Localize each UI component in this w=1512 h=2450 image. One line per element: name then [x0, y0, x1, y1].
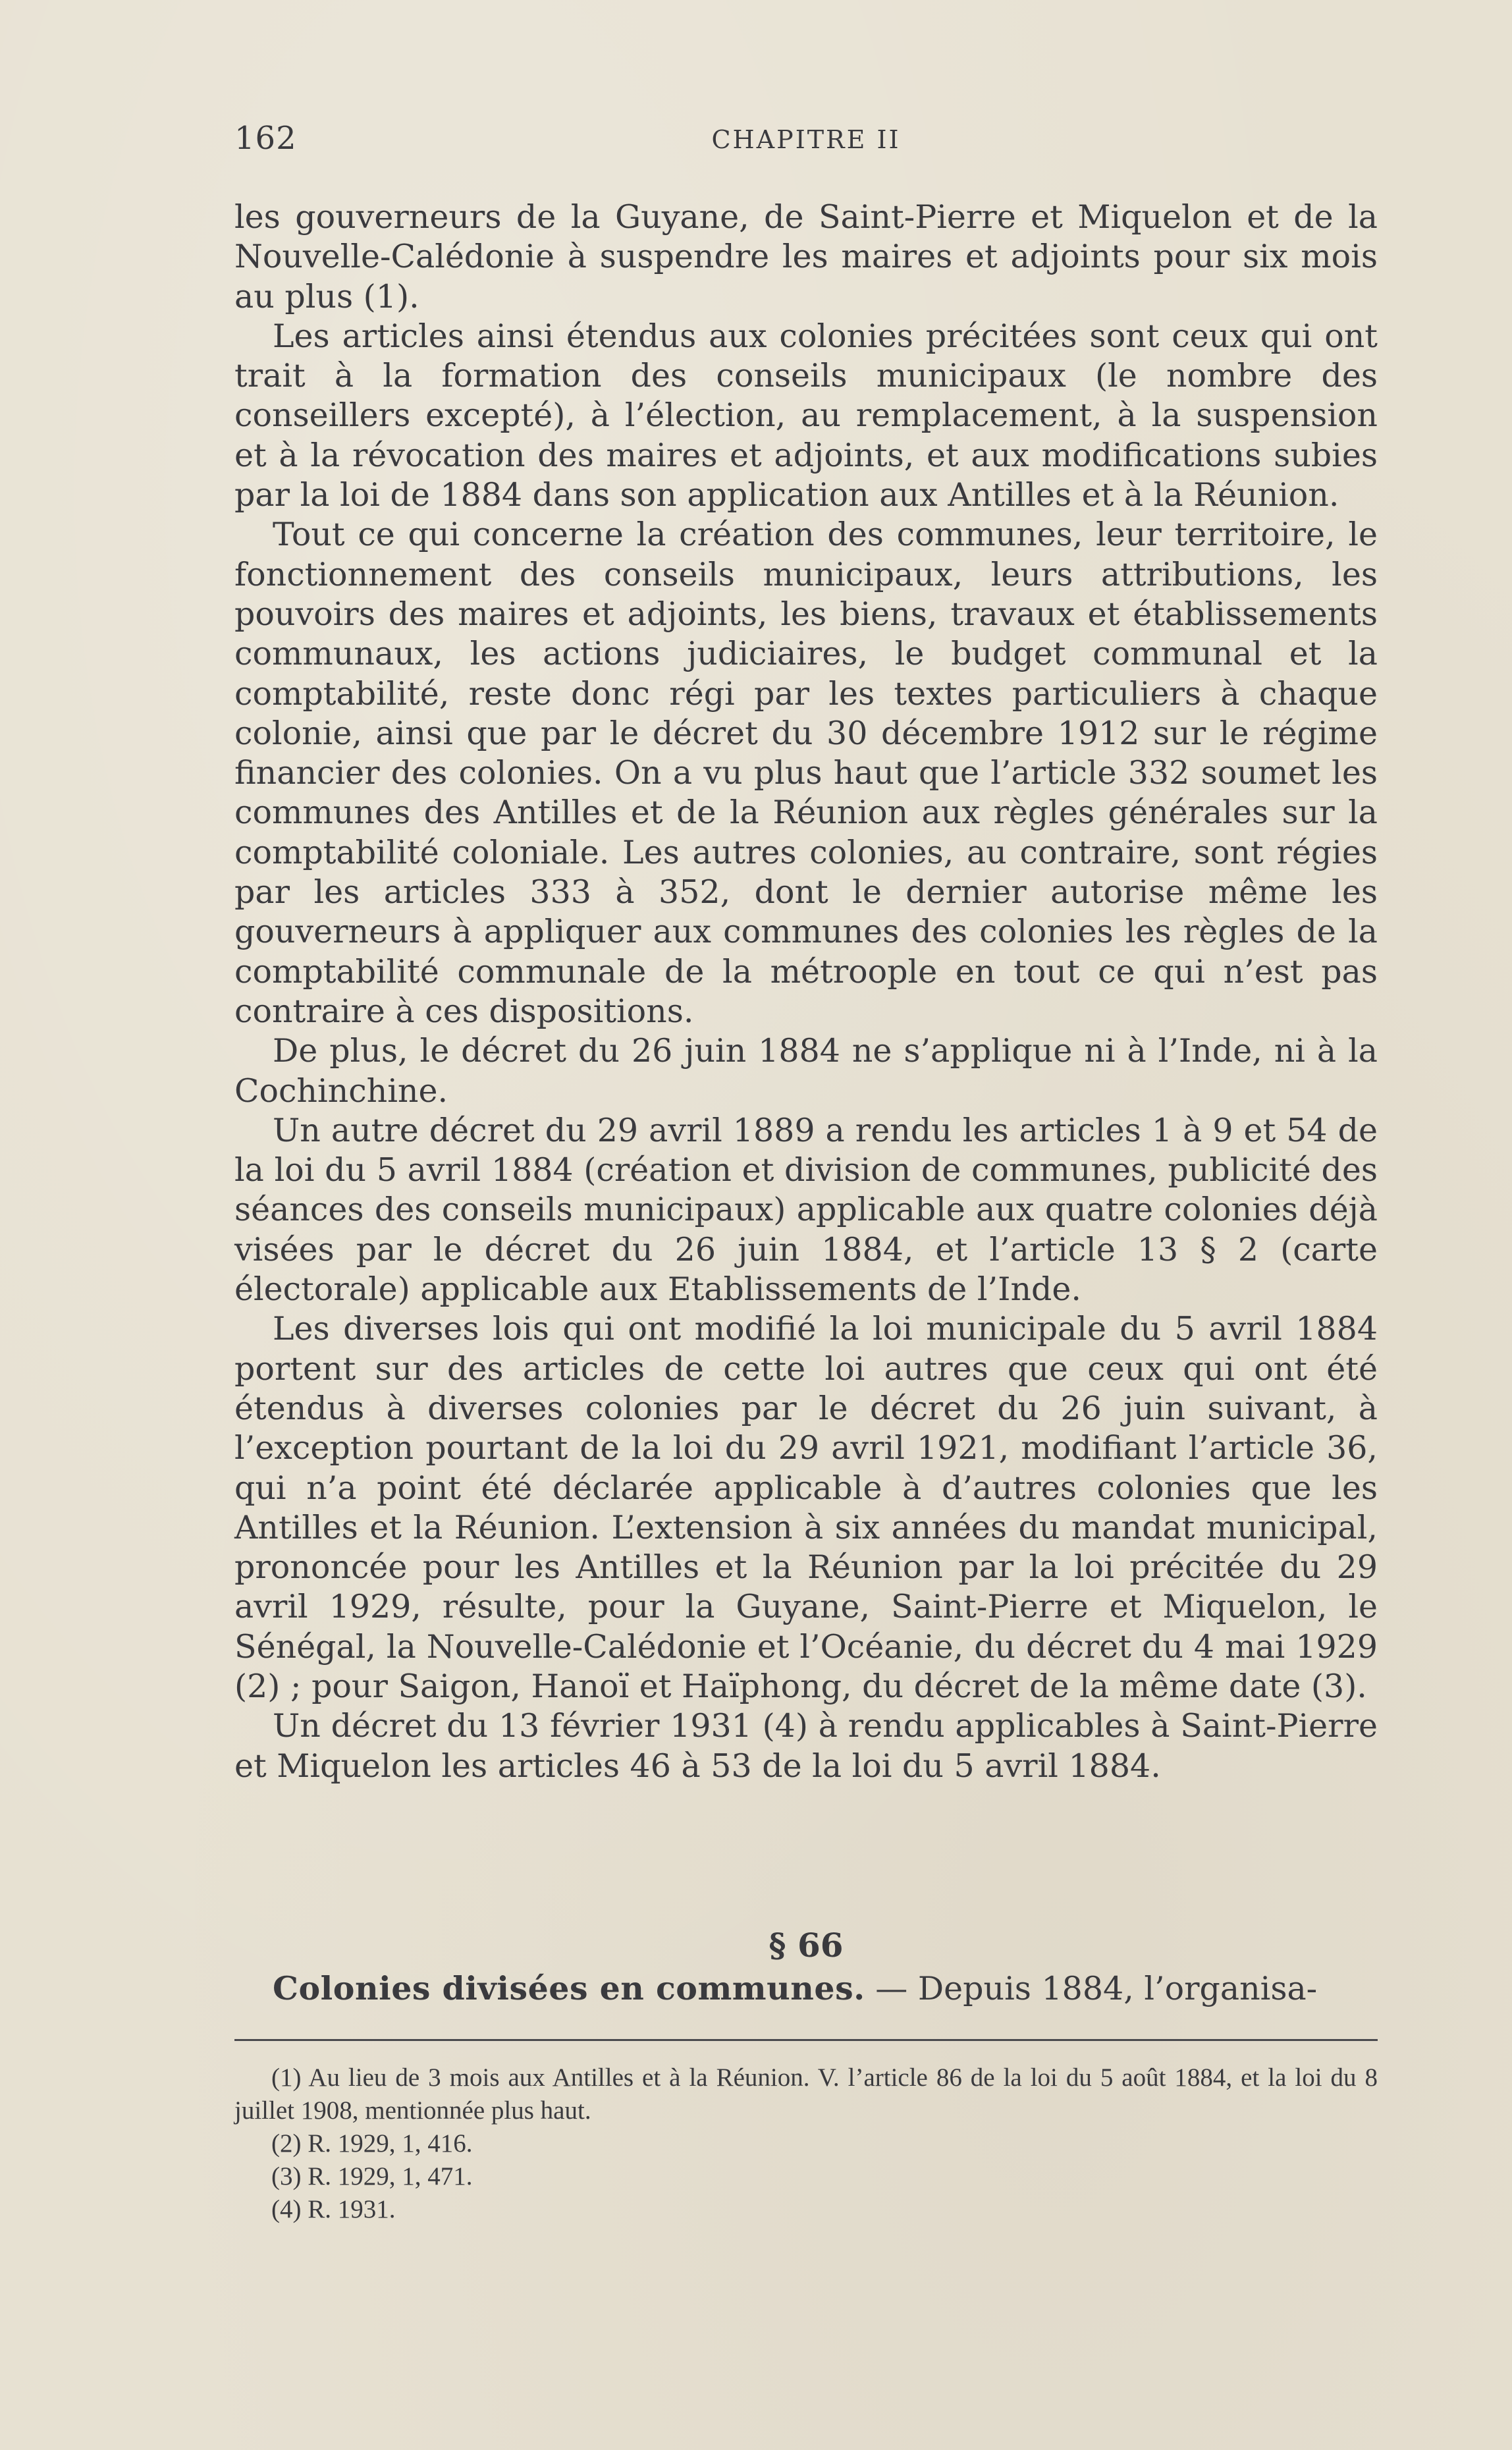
paragraph: De plus, le décret du 26 juin 1884 ne s’applique ni à l’Inde, ni à la Cochinchine.: [234, 1032, 1378, 1110]
paragraph: Un autre décret du 29 avril 1889 a rendu les articles 1 à 9 et 54 de la loi du 5 avril 1884 (création et division de communes, publicité des séances des conseils municipaux) applicable aux quatre colonies déjà visées par le décret du 26 juin 1884, et l’article 13 § 2 (carte électorale) applicable aux Etablissements de l’Inde.: [234, 1111, 1378, 1309]
footnote: (3) R. 1929, 1, 471.: [271, 2162, 473, 2191]
footnote: (1) Au lieu de 3 mois aux Antilles et à la Réunion. V. l’article 86 de la loi du 5 août 1884, et la loi du 8 juillet 1908, mentionnée plus haut.: [234, 2063, 1378, 2125]
page-number: 162: [234, 120, 297, 157]
section-dash: —: [865, 1970, 918, 2007]
paragraph: Les diverses lois qui ont modifié la loi municipale du 5 avril 1884 portent sur des articles de cette loi autres que ceux qui ont été étendus à diverses colonies par le décret du 26 juin suivant, à l’exception pourtant de la loi du 29 avril 1921, modifiant l’article 36, qui n’a point été déclarée applicable à d’autres colonies que les Antilles et la Réunion. L’extension à six années du mandat municipal, prononcée pour les Antilles et la Réunion par la loi précitée du 29 avril 1929, résulte, pour la Guyane, Saint-Pierre et Miquelon, le Sénégal, la Nouvelle-Calédonie et l’Océanie, du décret du 4 mai 1929 (2) ; pour Saigon, Hanoï et Haïphong, du décret de la même date (3).: [234, 1310, 1378, 1705]
body-text: [234, 198, 1378, 1786]
footnotes: [234, 2061, 1378, 2226]
footnote: (2) R. 1929, 1, 416.: [271, 2129, 473, 2158]
running-head: CHAPITRE II: [711, 125, 901, 154]
section-number: § 66: [769, 1926, 844, 1965]
footnote: (4) R. 1931.: [271, 2195, 396, 2223]
paragraph: Tout ce qui concerne la création des communes, leur territoire, le fonctionnement des conseils municipaux, leurs attributions, les pouvoirs des maires et adjoints, les biens, travaux et établissements communaux, les actions judiciaires, le budget communal et la comptabilité, reste donc régi par les textes particuliers à chaque colonie, ainsi que par le décret du 30 décembre 1912 sur le régime financier des colonies. On a vu plus haut que l’article 332 soumet les communes des Antilles et de la Réunion aux règles générales sur la comptabilité coloniale. Les autres colonies, au contraire, sont régies par les articles 333 à 352, dont le dernier autorise même les gouverneurs à appliquer aux communes des colonies les règles de la comptabilité communale de la métroople en tout ce qui n’est pas contraire à ces dispositions.: [234, 516, 1378, 1030]
paragraph: Un décret du 13 février 1931 (4) à rendu applicables à Saint-Pierre et Miquelon les articles 46 à 53 de la loi du 5 avril 1884.: [234, 1707, 1378, 1785]
footnote-divider: [234, 2039, 1378, 2041]
section-title: Colonies divisées en communes.: [273, 1969, 865, 2007]
paragraph: les gouverneurs de la Guyane, de Saint-Pierre et Miquelon et de la Nouvelle-Calédonie à suspendre les maires et adjoints pour six mois au plus (1).: [234, 198, 1378, 315]
section-heading: [234, 1968, 1378, 2009]
section-text: Depuis 1884, l’organisa-: [917, 1970, 1318, 2007]
page-header: [234, 120, 1378, 166]
paragraph: Les articles ainsi étendus aux colonies précitées sont ceux qui ont trait à la formation des conseils municipaux (le nombre des conseillers excepté), à l’élection, au remplacement, à la suspension et à la révocation des maires et adjoints, et aux modifications subies par la loi de 1884 dans son application aux Antilles et à la Réunion.: [234, 317, 1378, 514]
